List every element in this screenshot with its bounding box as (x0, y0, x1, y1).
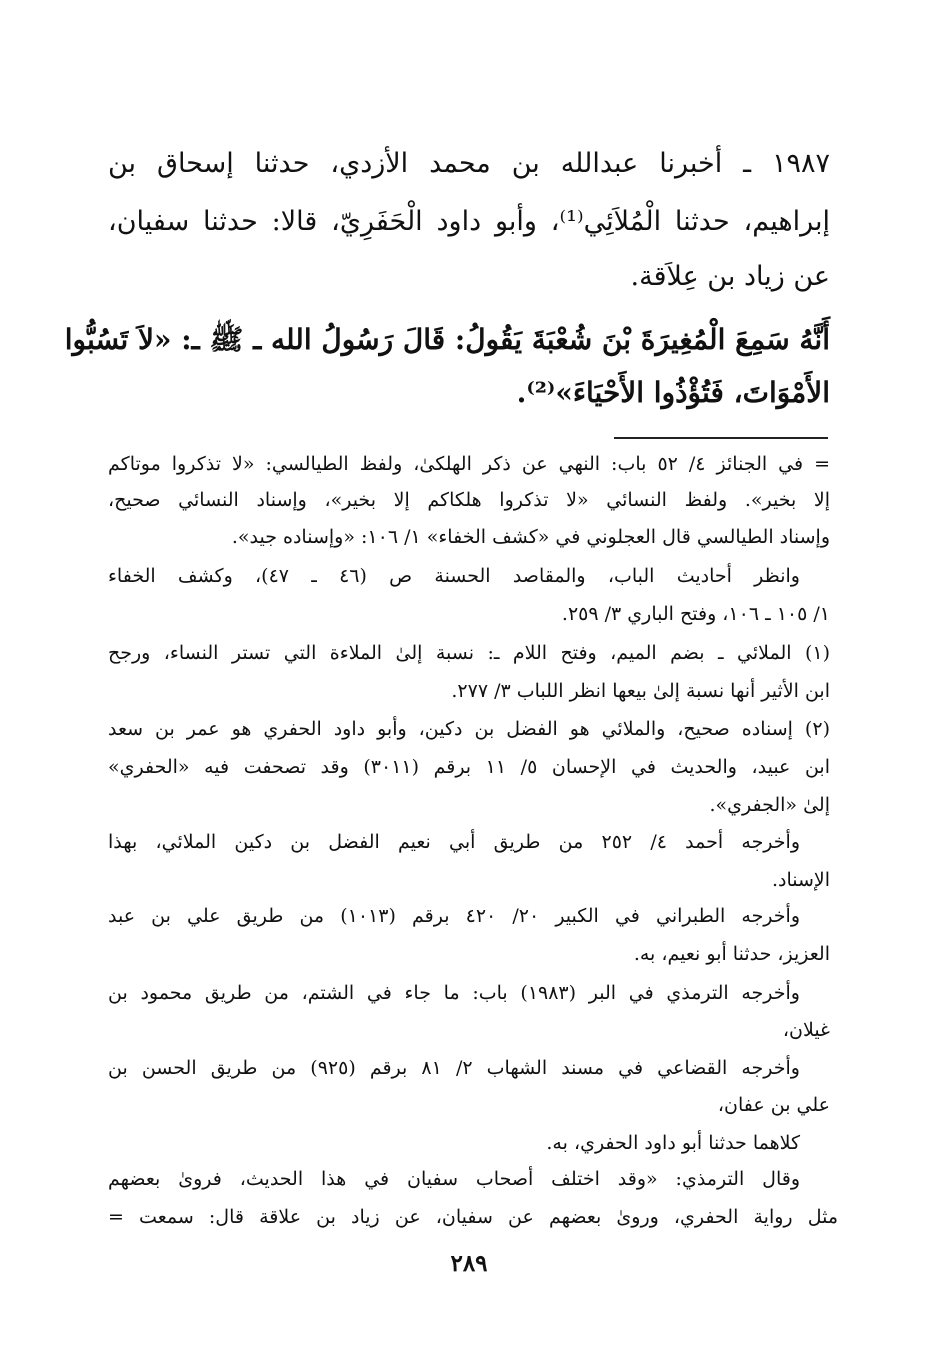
footnote-line: غيلان، (782, 1019, 830, 1041)
footnote-line: وأخرجه الترمذي في البر (١٩٨٣) باب: ما جاء في الشتم، من طريق محمود بن (108, 982, 800, 1004)
footnote-1-line: ابن الأثير أنها نسبة إلىٰ بيعها انظر اللباب ٣/ ٢٧٧. (451, 680, 830, 702)
footnote-line: ١/ ١٠٥ ـ ١٠٦، وفتح الباري ٣/ ٢٥٩. (561, 603, 830, 625)
footnote-line: وقال الترمذي: «وقد اختلف أصحاب سفيان في هذا الحديث، فروىٰ بعضهم (108, 1168, 800, 1190)
footnote-line: وإسناد الطيالسي قال العجلوني في «كشف الخفاء» ١/ ١٠٦: «وإسناده جيد». (231, 526, 830, 548)
footnote-2-line: (٢) إسناده صحيح، والملائي هو الفضل بن دكين، وأبو داود الحفري هو عمر بن سعد (108, 718, 830, 740)
footnote-line: الإسناد. (771, 869, 830, 891)
main-text-line: إبراهيم، حدثنا الْمُلاَئِي⁽¹⁾، وأبو داود الْحَفَرِيّ، قالا: حدثنا سفيان، (108, 206, 830, 237)
hadith-text-line: الأَمْوَاتَ، فَتُؤْذُوا الأَحْيَاءَ»⁽²⁾. (516, 376, 830, 409)
footnote-line: = في الجنائز ٤/ ٥٢ باب: النهي عن ذكر الهلكىٰ، ولفظ الطيالسي: «لا تذكروا موتاكم (108, 453, 830, 475)
footnote-2-line: إلىٰ «الجفري». (709, 794, 830, 816)
footnote-line: إلا بخير». ولفظ النسائي «لا تذكروا هلكاكم إلا بخير»، وإسناد النسائي صحيح، (108, 489, 830, 511)
footnote-separator (614, 437, 828, 439)
footnote-line: علي بن عفان، (717, 1094, 830, 1116)
footnote-line: مثل رواية الحفري، ورویٰ بعضهم عن سفيان، عن زياد بن علاقة قال: سمعت = (108, 1206, 838, 1228)
footnote-line: وأخرجه أحمد ٤/ ٢٥٢ من طريق أبي نعيم الفضل بن دكين الملائي، بهذا (108, 831, 800, 853)
main-text-line: ١٩٨٧ ـ أخبرنا عبدالله بن محمد الأزدي، حدثنا إسحاق بن (108, 148, 830, 179)
footnote-1-line: (١) الملائي ـ بضم الميم، وفتح اللام ـ: نسبة إلىٰ الملاءة التي تستر النساء، ورجح (108, 642, 830, 664)
footnote-line: وانظر أحاديث الباب، والمقاصد الحسنة ص (٤٦ ـ ٤٧)، وكشف الخفاء (108, 565, 800, 587)
hadith-text-line: أَنَّهُ سَمِعَ الْمُغِيرَةَ بْنَ شُعْبَةَ يَقُولُ: قَالَ رَسُولُ الله ـ ﷺ ـ: «لاَ تَسُبُّوا (64, 323, 830, 356)
footnote-2-line: ابن عبيد، والحديث في الإحسان ٥/ ١١ برقم (٣٠١١) وقد تصحفت فيه «الحفري» (108, 756, 830, 778)
main-text-line: عن زياد بن عِلاَقة. (630, 261, 830, 292)
footnote-line: كلاهما حدثنا أبو داود الحفري، به. (546, 1132, 800, 1154)
footnote-line: وأخرجه القضاعي في مسند الشهاب ٢/ ٨١ برقم (٩٢٥) من طريق الحسن بن (108, 1057, 800, 1079)
page-number: ٢٨٩ (450, 1250, 488, 1277)
footnote-line: العزيز، حدثنا أبو نعيم، به. (633, 943, 830, 965)
footnote-line: وأخرجه الطبراني في الكبير ٢٠/ ٤٢٠ برقم (١٠١٣) من طريق علي بن عبد (108, 905, 800, 927)
